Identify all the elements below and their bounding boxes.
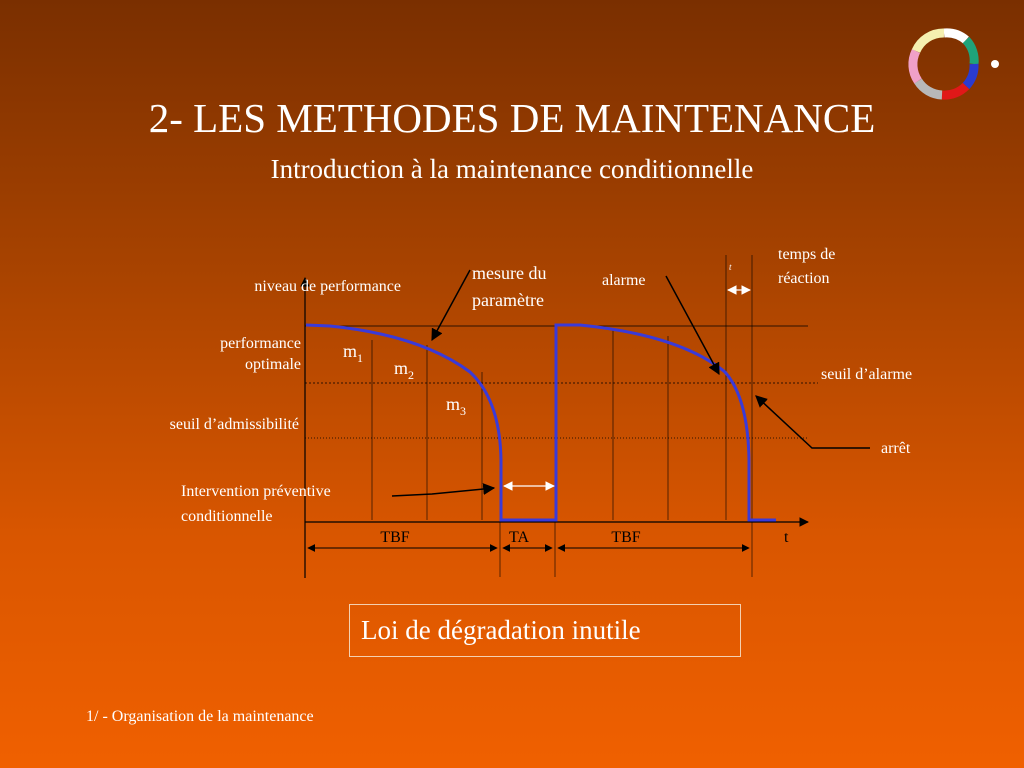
reaction-label-line1: temps de — [778, 246, 836, 263]
m1-label: $m_1$ — [343, 341, 364, 365]
measure-label-line2: paramètre — [472, 290, 544, 310]
footer-text: 1/ - Organisation de la maintenance — [86, 708, 314, 725]
m3-label: $m_3$ — [446, 394, 467, 418]
slide-subtitle: Introduction à la maintenance conditionnelle — [270, 154, 754, 184]
caption-box: Loi de dégradation inutile — [349, 604, 741, 657]
degradation-curve — [306, 325, 776, 520]
alarm-threshold-label: seuil d’alarme — [821, 366, 913, 383]
optimal-label-line1: performance — [220, 335, 301, 352]
m2-label: $m_2$ — [394, 358, 415, 382]
alarm-label: alarme — [602, 272, 646, 289]
t-axis-label: t — [784, 529, 789, 546]
intervention-label-line2: conditionnelle — [181, 508, 273, 525]
tbf-label-2: TBF — [611, 529, 641, 546]
reaction-small-t: t — [729, 262, 732, 272]
optimal-label-line2: optimale — [245, 356, 301, 373]
alarm-pointer — [666, 276, 719, 374]
slide-title: 2- LES METHODES DE MAINTENANCE — [148, 95, 876, 141]
intervention-label-line1: Intervention préventive — [181, 483, 331, 500]
reaction-label-line2: réaction — [778, 270, 830, 287]
y-axis-label: niveau de performance — [254, 278, 401, 295]
tbf-label-1: TBF — [380, 529, 410, 546]
measure-label-line1: mesure du — [472, 263, 547, 283]
ta-label: TA — [508, 529, 530, 546]
admissibility-label: seuil d’admissibilité — [169, 416, 299, 433]
intervention-pointer — [392, 488, 494, 496]
stop-pointer — [756, 396, 870, 448]
stop-label: arrêt — [881, 440, 911, 457]
measure-pointer — [432, 270, 470, 340]
